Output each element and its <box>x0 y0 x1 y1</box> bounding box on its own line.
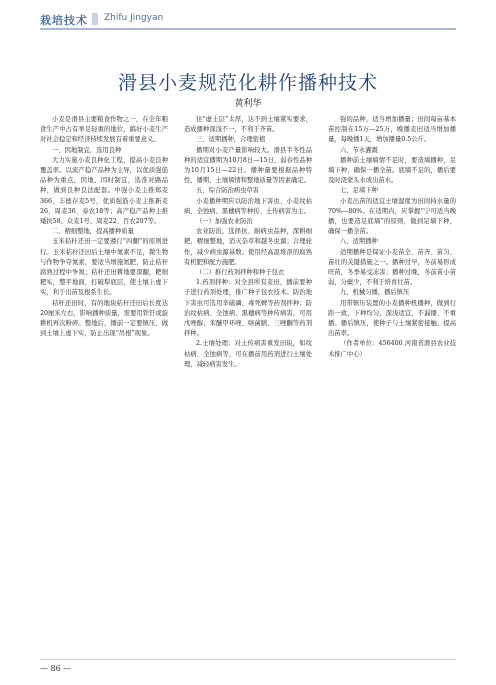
paragraph: 大力实施小麦良种化工程，提高小麦良种覆盖率。以流产稳产品种为主导，以优质强筋品种为重点，因地、因时制宜，选准对路品种，做到良种良法配套。中强小麦主推郑麦366、丰德存麦5号，优质强筋小麦主推新麦26、周麦36、泰农18等；高产稳产品种主推矮抗58、众麦1号、周麦22、百农207等。 <box>40 156 168 226</box>
paragraph: 小麦出苗的适宜土壤湿度为田间持水量的70%—80%。在适期内，应掌握“宁可适当晚播，也要造足底墒”的原则，做到足墒下种，确保一播全苗。 <box>328 197 456 236</box>
section-heading: 六、节水灌溉 <box>340 146 378 154</box>
paragraph: 秸秆还田时，有的地块秸秆还田后长度达20厘米左右，影响播种质量，需要用铁钎或旋耕机再次粉碎。整地后，播前一定要镇压，做到土壤上虚下实，防止出现“吊根”现象。 <box>40 299 168 338</box>
paragraph: 往“虚土层”太厚，达不到土壤紧实要求，造成播种深浅不一，不利于齐苗。 <box>184 116 312 134</box>
paragraph: 播种前土壤墒情不足时，要造墒播种，足墒下种，确保一播全苗。底墒不足的，播后要及时浇蒙头水或出苗水。 <box>328 156 456 185</box>
page-number: — 86 — <box>40 664 72 673</box>
article-title: 滑县小麦规范化耕作播种技术 <box>117 72 378 94</box>
section-heading: 五、综合防治病虫草害 <box>196 187 259 195</box>
section-heading: 三、适期播种，合理密植 <box>196 136 266 144</box>
section-heading: 一、因地制宜，选用良种 <box>52 146 122 154</box>
header-rule <box>40 28 456 30</box>
journal-name: Zhifu Jingyan <box>104 13 164 23</box>
section-heading: 二、精细整地，提高播种质量 <box>52 228 134 236</box>
section-heading: 九、机械匀播，播后镇压 <box>340 289 410 297</box>
section-heading: （二）推行药剂拌种和种子包衣 <box>196 269 285 277</box>
text-column-3 <box>328 115 456 655</box>
author-name: 黄利华 <box>234 99 262 109</box>
paragraph: 小麦是滑县主要粮食作物之一，在全年粮食生产中占有举足轻重的地位，搞好小麦生产对社会稳定和经济持续发展有着重要意义。 <box>40 116 168 144</box>
paragraph: 1.药剂拌种：对全县所有麦田，播前要种子进行药剂处理，推广种子包衣技术。防治地下害虫可选用辛硫磷、毒死蜱等药剂拌种；防治纹枯病、全蚀病、黑穗病等种传病害，可用戊唑醇、苯醚甲环唑、咯菌腈、三唑酮等药剂拌种。 <box>184 279 312 338</box>
paragraph: 播期对小麦产量影响较大。滑县半冬性品种的适宜播期为10月8日—15日，弱春性品种为10月15日—22日。播种量要根据品种特性、播期、土壤墒情和整地质量等因素确定。 <box>184 146 312 185</box>
section-heading: （一）加强农业防治 <box>196 218 253 226</box>
header-separator <box>92 13 98 25</box>
paragraph: 用带镇压装置的小麦播种机播种，做到行距一致，下种均匀，深浅适宜，不漏播、不重播。播后镇压，使种子与土壤紧密接触，提高出苗率。 <box>328 299 456 338</box>
paragraph: 玉米秸秆还田一定要遵行“四翻”的原则进行。玉米秸秆还田后土壤中氮素不足，微生物与作物争夺氮素，要适当增施氮肥，防止秸秆腐熟过程中争氮；秸秆还田耕地要深翻，耙细耙实，整平地面，打破犁底层，使土壤上虚下实，利于出苗及根系生长。 <box>40 238 168 297</box>
author-affiliation: （作者单位：456400 河南省滑县农业技术推广中心） <box>328 340 456 358</box>
paragraph: 强的品种，适当增加播量；田间每亩基本苗控制在15万—25万，晚播麦田适当增加播量，每晚播1天，增加播量0.5公斤。 <box>328 116 456 144</box>
section-heading: 八、适期播种 <box>340 238 378 246</box>
paragraph: 适期播种是保证小麦苗全、苗齐、苗匀、苗壮的关键措施之一。播种过早，冬前易形成旺苗，冬季易受冻害；播种过晚，冬前苗小苗弱，分蘖少，不利于培育壮苗。 <box>328 248 456 287</box>
text-column-2 <box>184 115 312 655</box>
section-label: 栽培技术 <box>40 14 88 27</box>
paragraph: 2.土壤处理：对土传病害重发田块，如纹枯病、全蚀病等，可在播前用药剂进行土壤处理，减轻病害发生。 <box>184 340 312 368</box>
section-heading: 七、足墒下种 <box>340 187 378 195</box>
paragraph: 农业防治，选择抗、耐病虫品种，深耕细耙，精细整地，消灭杂草和越冬虫源；合理轮作，减少病虫源基数；使用经高温堆沤的腐熟有机肥和配方施肥。 <box>184 228 312 266</box>
paragraph: 小麦播种期应以防治地下害虫、小麦纹枯病、全蚀病、黑穗病等种传、土传病害为主。 <box>184 197 312 215</box>
text-column-1 <box>40 115 168 655</box>
footer-rule <box>40 659 456 660</box>
